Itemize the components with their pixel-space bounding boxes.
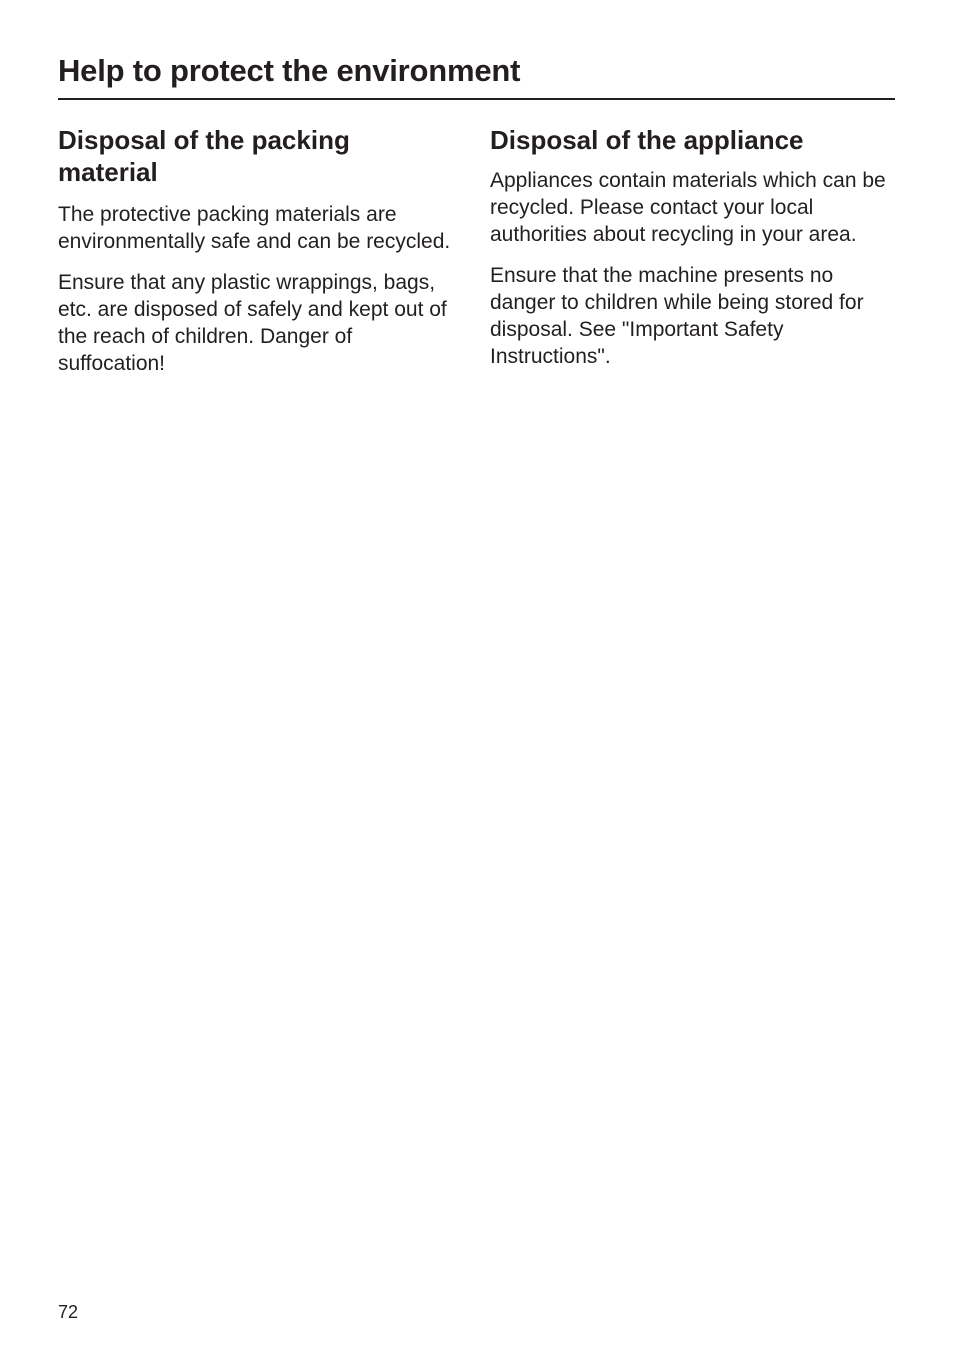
appliance-disposal-heading: Disposal of the appliance	[490, 125, 804, 155]
page-title: Help to protect the environment	[58, 53, 521, 88]
packing-disposal-heading: Disposal of the packing material	[58, 125, 350, 187]
title-divider	[58, 98, 895, 100]
appliance-paragraph-1: Appliances contain materials which can be recycled. Please contact your local authorities about recycling in your area.	[490, 169, 886, 246]
page-number: 72	[58, 1302, 79, 1322]
packing-paragraph-1: The protective packing materials are environmentally safe and can be recycled.	[58, 203, 451, 253]
packing-disposal-section	[58, 124, 453, 377]
packing-paragraph-2: Ensure that any plastic wrappings, bags, etc. are disposed of safely and kept out of the reach of children. Danger of suffocation!	[58, 271, 447, 375]
appliance-paragraph-2: Ensure that the machine presents no danger to children while being stored for disposal. See "Important Safety Instructions".	[490, 264, 864, 368]
appliance-disposal-section	[490, 124, 900, 370]
